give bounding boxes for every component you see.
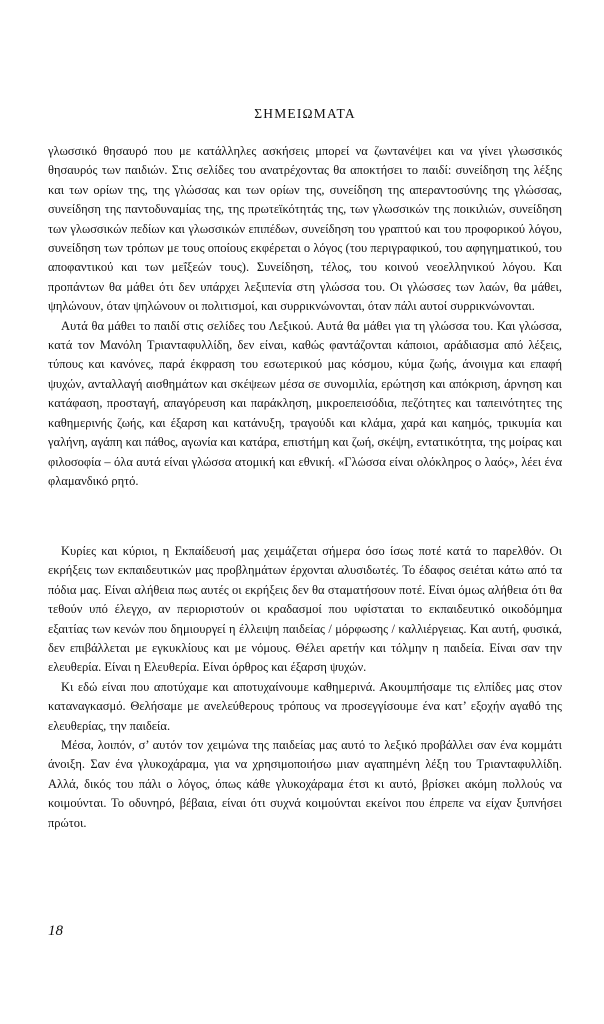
paragraph-4: Κι εδώ είναι που αποτύχαμε και αποτυχαίνουμε καθημερινά. Ακουμπήσαμε τις ελπίδες μας στον καταναγκασμό. Θελήσαμε με ανελεύθερους τρόπους να προσεγγίσουμε ένα κατ’ εξοχήν αγαθό της ελευθερίας, την παιδεία. — [48, 679, 562, 733]
paragraph-5: Μέσα, λοιπόν, σ’ αυτόν τον χειμώνα της παιδείας μας αυτό το λεξικό προβάλλει σαν ένα κομμάτι άνοιξη. Σαν ένα γλυκοχάραμα, για να χρησιμοποιήσω μιαν αγαπημένη λέξη του Τριανταφυλλίδη. Αλλά, δικός του πάλι ο λόγος, όπως κάθε γλυκοχάραμα έτσι κι αυτό, βρίσκει ακόμη πολλούς να κοιμούνται. Το οδυνηρό, βέβαια, είναι ότι συχνά κοιμούνται εκείνοι που έπρεπε να είχαν ξυπνήσει πρώτοι. — [48, 738, 562, 830]
paragraph-2: Αυτά θα μάθει το παιδί στις σελίδες του Λεξικού. Αυτά θα μάθει για τη γλώσσα του. Και γλώσσα, κατά τον Μανόλη Τριανταφυλλίδη, δεν είναι, καθώς φαντάζονται κάποιοι, αράδιασμα από λέξεις, τύπους και κανόνες, παρά έκφραση του εσωτερικού μας κόσμου, κύμα ζωής, άνοιγμα και επαφή ψυχών, ανταλλαγή αισθημάτων και σκέψεων μέσα σε συνομιλία, ερώτηση και απόκριση, άρνηση και κατάφαση, προσταγή, απαγόρευση και παράκληση, μικροεπεισόδια, πεζότητες και ταπεινότητες της καθημερινής ζωής, και έξαρση και κατάνυξη, τραγούδι και κλάμα, χαρά και καημός, τρικυμία και γαλήνη, αγάπη και πάθος, αγωνία και κατάρα, επιστήμη και ζωή, σκέψη, εντατικότητα, της μοίρας και φιλοσοφία – όλα αυτά είναι γλώσσα ατομική και εθνική. «Γλώσσα είναι ολόκληρος ο λαός», λέει ένα φλαμανδικό ρητό. — [48, 318, 562, 488]
notes-section-1 — [48, 142, 562, 491]
page-number: 18 — [48, 923, 63, 939]
paragraph-3: Κυρίες και κύριοι, η Εκπαίδευσή μας χειμάζεται σήμερα όσο ίσως ποτέ κατά το παρελθόν. Οι εκρήξεις των εκπαιδευτικών μας προβλημάτων έρχονται αλυσιδωτές. Το έδαφος σειέται κάτω από τα πόδια μας. Είναι αλήθεια πως αυτές οι εκρήξεις δεν θα σταματήσουν ποτέ. Είναι όμως αλήθεια ότι θα τεθούν υπό έλεγχο, αν περιοριστούν οι κραδασμοί που υφίσταται το εκπαιδευτικό οικοδόμημα εξαιτίας των κενών που δημιουργεί η έλλειψη παιδείας / μόρφωσης / καλλιέργειας. Και αυτή, φυσικά, δεν επιβάλλεται με εγκυκλίους και με νόμους. Θέλει αρετήν και τόλμην η παιδεία. Είναι σαν την ελευθερία. Είναι η Ελευθερία. Είναι όρθρος και έξαρση ψυχών. — [48, 544, 562, 675]
book-page — [48, 0, 562, 1024]
paragraph-1: γλωσσικό θησαυρό που με κατάλληλες ασκήσεις μπορεί να ζωντανέψει και να γίνει γλωσσικός θησαυρός των παιδιών. Στις σελίδες του ανατρέχοντας θα αποκτήσει το παιδί: συνείδηση της λέξης και των ορίων της, της γλώσσας και των ορίων της, συνείδηση της απεραντοσύνης της γλώσσας, συνείδηση της παντοδυναμίας της, της πρωτεϊκότητάς της, των γλωσσικών της ποικιλιών, συνείδηση των γλωσσικών πεδίων και γλωσσικών επιπέδων, συνείδηση του γραπτού και του προφορικού λόγου, συνείδηση των τρόπων με τους οποίους εκφέρεται ο λόγος (του περιγραφικού, του αφηγηματικού, του αποφαντικού και των μεΐξεών τους). Συνείδηση, τέλος, του κοινού νεοελληνικού λόγου. Και προπάντων θα μάθει ότι δεν υπάρχει λεξιπενία στη γλώσσα του. Οι γλώσσες των λαών, θα μάθει, ψηλώνουν, όταν ψηλώνουν οι πολιτισμοί, και συρρικνώνονται, όταν πάλι αυτοί συρρικνώνονται. — [48, 144, 562, 314]
notes-section-2 — [48, 542, 562, 833]
page-heading: ΣΗΜΕΙΩΜΑΤΑ — [254, 106, 356, 121]
